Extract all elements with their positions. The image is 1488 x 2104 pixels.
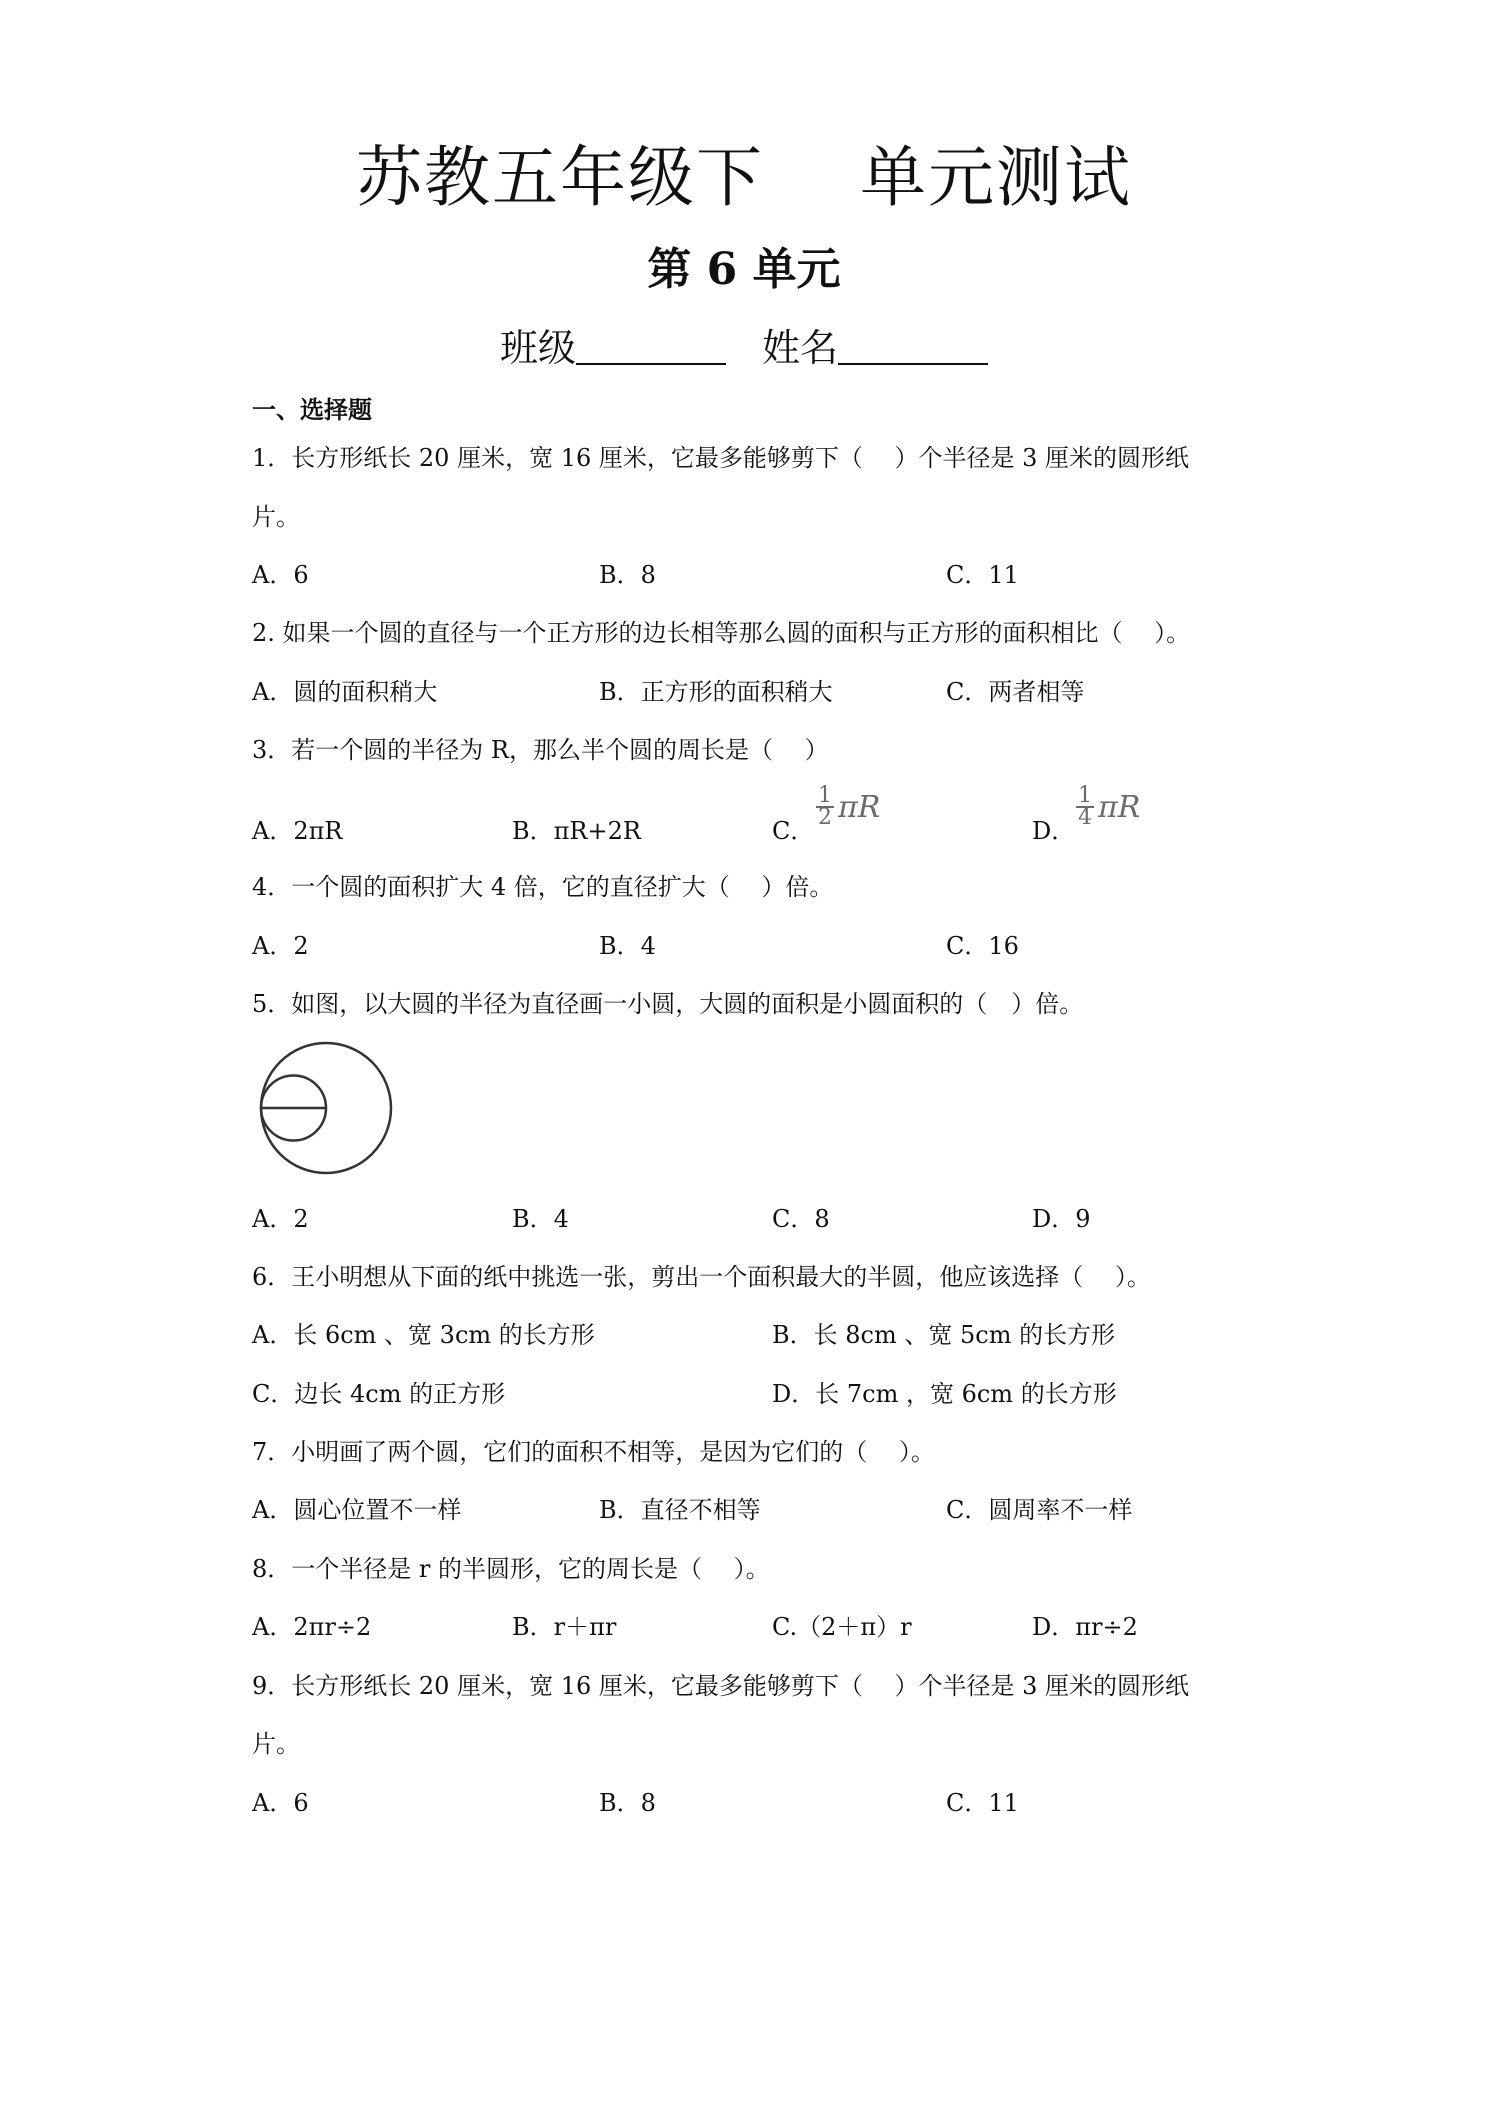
q2-option-a[interactable]: A．圆的面积稍大 (252, 678, 438, 706)
q9-option-b[interactable]: B．8 (599, 1789, 656, 1817)
name-label: 姓名 (762, 326, 839, 370)
question-7-text: 7．小明画了两个圆，它们的面积不相等，是因为它们的（ ）。 (252, 1438, 935, 1466)
q6-option-d[interactable]: D．长 7cm ，宽 6cm 的长方形 (772, 1380, 1117, 1408)
q8-option-c[interactable]: C.（2＋π）r (772, 1613, 912, 1641)
page-title (0, 138, 1488, 218)
question-9-text: 9．长方形纸长 20 厘米，宽 16 厘米，它最多能够剪下（ ）个半径是 3 厘米的圆形纸 (252, 1672, 1190, 1700)
q2-option-c[interactable]: C．两者相等 (946, 678, 1085, 706)
unit-title: 第 6 单元 (647, 244, 841, 295)
q6-option-a[interactable]: A．长 6cm 、宽 3cm 的长方形 (252, 1321, 595, 1349)
circles-figure (256, 1038, 396, 1178)
question-1-text-cont: 片。 (252, 503, 300, 531)
section-title: 一、选择题 (252, 396, 372, 424)
question-8-text: 8．一个半径是 r 的半圆形，它的周长是（ ）。 (252, 1555, 770, 1583)
q3-option-c-formula: $\frac{1}{2}$ πR (818, 783, 881, 830)
name-blank[interactable] (838, 323, 988, 365)
q1-option-c[interactable]: C．11 (946, 561, 1019, 589)
question-9-text-cont: 片。 (252, 1730, 300, 1758)
q5-option-b[interactable]: B．4 (512, 1205, 569, 1233)
q8-option-a[interactable]: A．2πr÷2 (252, 1613, 372, 1641)
q5-option-a[interactable]: A．2 (252, 1205, 309, 1233)
fraction: $\frac{1}{4}$ (1078, 783, 1092, 830)
q5-option-c[interactable]: C．8 (772, 1205, 830, 1233)
q2-option-b[interactable]: B．正方形的面积稍大 (599, 678, 833, 706)
class-label: 班级 (499, 326, 576, 370)
q3-option-d[interactable]: D． (1032, 817, 1076, 845)
q7-option-c[interactable]: C．圆周率不一样 (946, 1496, 1133, 1524)
q4-option-c[interactable]: C．16 (946, 932, 1019, 960)
q8-option-b[interactable]: B．r＋πr (512, 1613, 617, 1641)
q3-option-c[interactable]: C． (772, 817, 815, 845)
q7-option-b[interactable]: B．直径不相等 (599, 1496, 761, 1524)
q6-option-b[interactable]: B．长 8cm 、宽 5cm 的长方形 (772, 1321, 1116, 1349)
q5-option-d[interactable]: D．9 (1032, 1205, 1091, 1233)
fraction: $\frac{1}{2}$ (818, 783, 832, 830)
q8-option-d[interactable]: D．πr÷2 (1032, 1613, 1138, 1641)
question-4-text: 4．一个圆的面积扩大 4 倍，它的直径扩大（ ）倍。 (252, 873, 834, 901)
q9-option-c[interactable]: C．11 (946, 1789, 1019, 1817)
q3-option-d-formula: $\frac{1}{4}$ πR (1078, 783, 1141, 830)
q6-option-c[interactable]: C．边长 4cm 的正方形 (252, 1380, 506, 1408)
q4-option-b[interactable]: B．4 (599, 932, 656, 960)
question-1-text: 1．长方形纸长 20 厘米，宽 16 厘米，它最多能够剪下（ ）个半径是 3 厘米的圆形纸 (252, 444, 1190, 472)
question-5-text: 5．如图，以大圆的半径为直径画一小圆，大圆的面积是小圆面积的（ ）倍。 (252, 990, 1084, 1018)
q1-option-a[interactable]: A．6 (252, 561, 309, 589)
title-right: 单元测试 (860, 139, 1132, 216)
q4-option-a[interactable]: A．2 (252, 932, 309, 960)
class-blank[interactable] (576, 323, 726, 365)
title-left: 苏教五年级下 (356, 139, 764, 216)
q9-option-a[interactable]: A．6 (252, 1789, 309, 1817)
q1-option-b[interactable]: B．8 (599, 561, 656, 589)
question-6-text: 6．王小明想从下面的纸中挑选一张，剪出一个面积最大的半圆，他应该选择（ ）。 (252, 1263, 1151, 1291)
question-3-text: 3．若一个圆的半径为 R，那么半个圆的周长是（ ） (252, 736, 829, 764)
q3-option-b[interactable]: B．πR+2R (512, 817, 641, 845)
q7-option-a[interactable]: A．圆心位置不一样 (252, 1496, 462, 1524)
q3-option-a[interactable]: A．2πR (252, 817, 343, 845)
question-2-text: 2. 如果一个圆的直径与一个正方形的边长相等那么圆的面积与正方形的面积相比（ ）。 (252, 619, 1191, 647)
class-name-line (0, 322, 1488, 374)
